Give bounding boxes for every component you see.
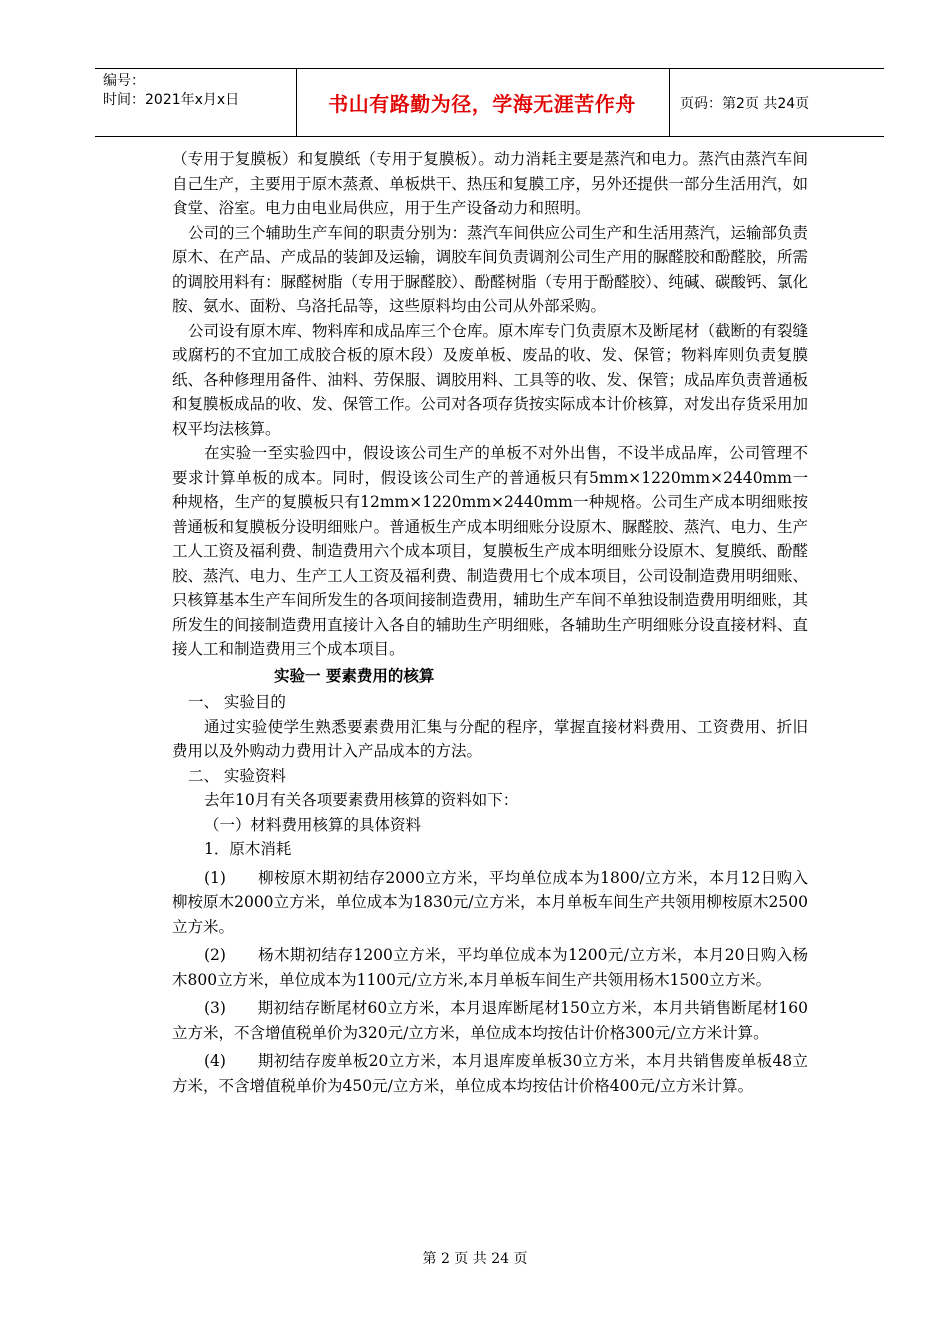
subsection-heading: 二、 实验资料: [188, 766, 286, 785]
paragraph: 去年10月有关各项要素费用核算的资料如下：: [204, 791, 519, 809]
section-title: 实验一 要素费用的核算: [274, 665, 435, 685]
list-item: (3) 期初结存断尾材60立方米，本月退库断尾材150立方米，本月共销售断尾材160立方米，不含增值税单价为320元/立方米，单位成本均按估计价格300元/立方米计算。: [172, 999, 808, 1042]
paragraph: 公司设有原木库、物料库和成品库三个仓库。原木库专门负责原木及断尾材（截断的有裂缝或腐朽的不宜加工成胶合板的原木段）及废单板、废品的收、发、保管；物料库则负责复膜纸、各种修理用备件、油料、劳保服、调胶用料、工具等的收、发、保管；成品库负责普通板和复膜板成品的收、发、保管工作。公司对各项存货按实际成本计价核算，对发出存货采用加权平均法核算。: [172, 321, 809, 438]
paragraph: （专用于复膜板）和复膜纸（专用于复膜板）。动力消耗主要是蒸汽和电力。蒸汽由蒸汽车间自己生产，主要用于原木蒸煮、单板烘干、热压和复膜工序，另外还提供一部分生活用汽，如食堂、浴室。电力由电业局供应，用于生产设备动力和照明。: [172, 150, 808, 217]
document-number-label: 编号：: [103, 73, 145, 89]
page-header: [95, 68, 884, 137]
header-meta: [103, 72, 293, 110]
document-body: [172, 147, 808, 1098]
header-motto: 书山有路勤为径，学海无涯苦作舟: [328, 92, 636, 116]
paragraph: 在实验一至实验四中，假设该公司生产的单板不对外出售，不设半成品库，公司管理不要求计算单板的成本。同时，假设该公司生产的普通板只有5mm×1220mm×2440mm一种规格，生产的复膜板只有12mm×1220mm×2440mm一种规格。公司生产成本明细账按普通板和复膜板分设明细账户。普通板生产成本明细账分设原木、脲醛胶、蒸汽、电力、生产工人工资及福利费、制造费用六个成本项目，复膜板生产成本明细账分设原木、复膜纸、酚醛胶、蒸汽、电力、生产工人工资及福利费、制造费用七个成本项目，公司设制造费用明细账、只核算基本生产车间所发生的各项间接制造费用，辅助生产车间不单独设制造费用明细账，其所发生的间接制造费用直接计入各自的辅助生产明细账，各辅助生产明细账分设直接材料、直接人工和制造费用三个成本项目。: [172, 444, 808, 658]
page-footer: 第 2 页 共 24 页: [422, 1251, 528, 1267]
list-item: (1) 柳桉原木期初结存2000立方米，平均单位成本为1800/立方米，本月12日购入柳桉原木2000立方米，单位成本为1830元/立方米，本月单板车间生产共领用柳桉原木2500立方米。: [172, 868, 808, 936]
document-time-label: 时间：2021年x月x日: [103, 92, 240, 108]
subsection-heading: 1．原木消耗: [204, 840, 292, 858]
subsection-heading: 一、 实验目的: [188, 693, 286, 711]
subsection-heading: （一）材料费用核算的具体资料: [204, 815, 422, 834]
header-page-number: 页码：第2页 共24页: [680, 95, 810, 112]
list-item: (4) 期初结存废单板20立方米，本月退库废单板30立方米，本月共销售废单板48立方米，不含增值税单价为450元/立方米，单位成本均按估计价格400元/立方米计算。: [172, 1052, 808, 1095]
list-item: (2) 杨木期初结存1200立方米，平均单位成本为1200元/立方米，本月20日购入杨木800立方米，单位成本为1100元/立方米,本月单板车间生产共领用杨木1500立方米。: [172, 946, 808, 989]
paragraph: 公司的三个辅助生产车间的职责分别为：蒸汽车间供应公司生产和生活用蒸汽，运输部负责原木、在产品、产成品的装卸及运输，调胶车间负责调剂公司生产用的脲醛胶和酚醛胶，所需的调胶用料有：脲醛树脂（专用于脲醛胶）、酚醛树脂（专用于酚醛胶）、纯碱、碳酸钙、氯化胺、氨水、面粉、乌洛托品等，这些原料均由公司从外部采购。: [172, 223, 809, 315]
paragraph: 通过实验使学生熟悉要素费用汇集与分配的程序，掌握直接材料费用、工资费用、折旧费用以及外购动力费用计入产品成本的方法。: [172, 717, 808, 760]
